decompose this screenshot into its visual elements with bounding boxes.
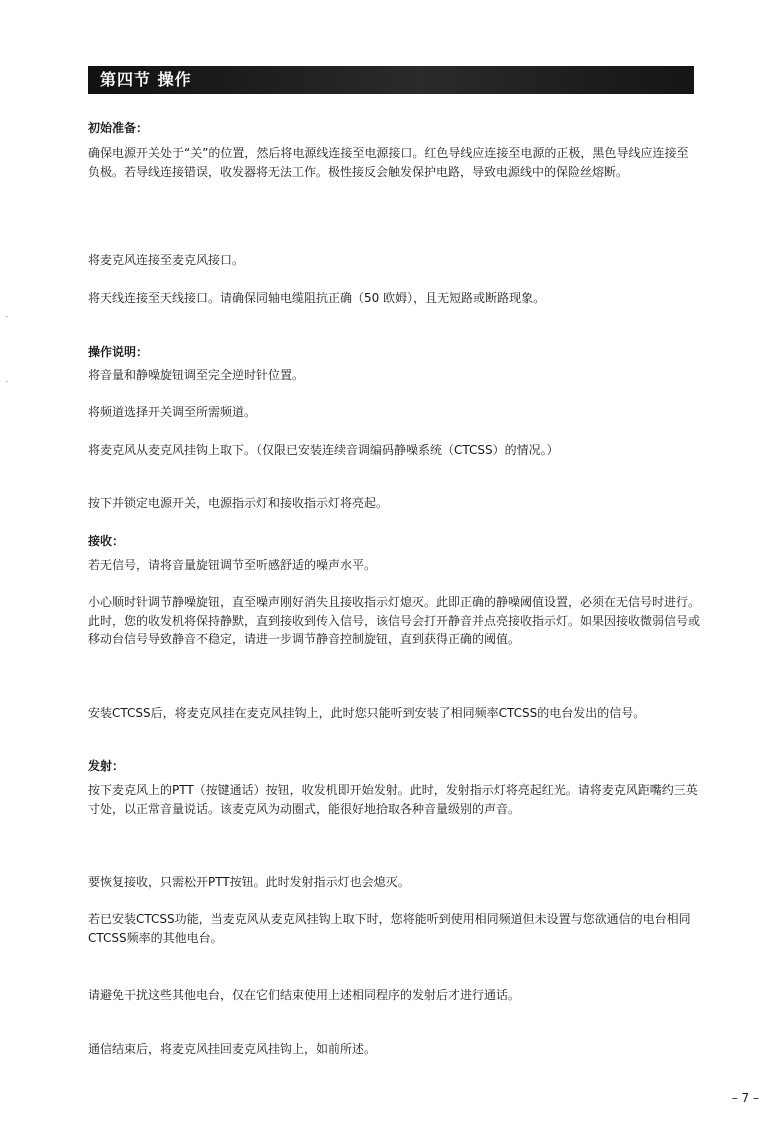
paragraph-ops-channel: 将频道选择开关调至所需频道。	[88, 405, 257, 419]
paragraph-transmit-end: 通信结束后，将麦克风挂回麦克风挂钩上，如前所述。	[88, 1042, 377, 1056]
section-title: 第四节 操作	[100, 70, 192, 89]
paragraph-prep-mic: 将麦克风连接至麦克风接口。	[88, 253, 245, 267]
section-header-bar	[88, 66, 694, 94]
paragraph-prep-antenna: 将天线连接至天线接口。请确保同轴电缆阻抗正确（50 欧姆），且无短路或断路现象。	[88, 291, 546, 305]
paragraph-receive-ctcss: 安装CTCSS后，将麦克风挂在麦克风挂钩上，此时您只能听到安装了相同频率CTCSS的电台发出的信号。	[88, 706, 646, 720]
heading-prep: 初始准备：	[88, 121, 149, 135]
paragraph-transmit-ptt: 按下麦克风上的PTT（按键通话）按钮，收发机即开始发射。此时，发射指示灯将亮起红光。请将麦克风距嘴约三英寸处，以正常音量说话。该麦克风为动圈式，能很好地拾取各种音量级别的声音。	[88, 783, 698, 816]
scan-speck	[6, 381, 8, 382]
paragraph-ops-power-switch: 按下并锁定电源开关，电源指示灯和接收指示灯将亮起。	[88, 496, 389, 510]
paragraph-ops-volume: 将音量和静噪旋钮调至完全逆时针位置。	[88, 368, 305, 382]
paragraph-transmit-avoid: 请避免干扰这些其他电台，仅在它们结束使用上述相同程序的发射后才进行通话。	[88, 988, 521, 1002]
heading-transmit: 发射：	[88, 759, 125, 773]
paragraph-prep-power: 确保电源开关处于“关”的位置，然后将电源线连接至电源接口。红色导线应连接至电源的正极，黑色导线应连接至负极。若导线连接错误，收发器将无法工作。极性接反会触发保护电路，导致电源线中的保险丝熔断。	[88, 146, 689, 179]
scan-speck	[6, 316, 8, 317]
heading-ops: 操作说明：	[88, 345, 149, 359]
paragraph-ops-mic-hook: 将麦克风从麦克风挂钩上取下。（仅限已安装连续音调编码静噪系统（CTCSS）的情况。）	[88, 443, 559, 457]
paragraph-transmit-release: 要恢复接收，只需松开PTT按钮。此时发射指示灯也会熄灭。	[88, 875, 410, 889]
paragraph-receive-noise: 若无信号，请将音量旋钮调节至听感舒适的噪声水平。	[88, 558, 377, 572]
page-number: – 7 –	[731, 1091, 759, 1105]
paragraph-transmit-ctcss: 若已安装CTCSS功能，当麦克风从麦克风挂钩上取下时，您将能听到使用相同频道但未设置与您欲通信的电台相同CTCSS频率的其他电台。	[88, 912, 691, 945]
heading-receive: 接收：	[88, 534, 125, 548]
paragraph-receive-squelch: 小心顺时针调节静噪旋钮，直至噪声刚好消失且接收指示灯熄灭。此即正确的静噪阈值设置，必须在无信号时进行。此时，您的收发机将保持静默，直到接收到传入信号，该信号会打开静音并点亮接收指示灯。如果因接收微弱信号或移动台信号导致静音不稳定，请进一步调节静音控制旋钮，直到获得正确的阈值。	[88, 595, 701, 646]
